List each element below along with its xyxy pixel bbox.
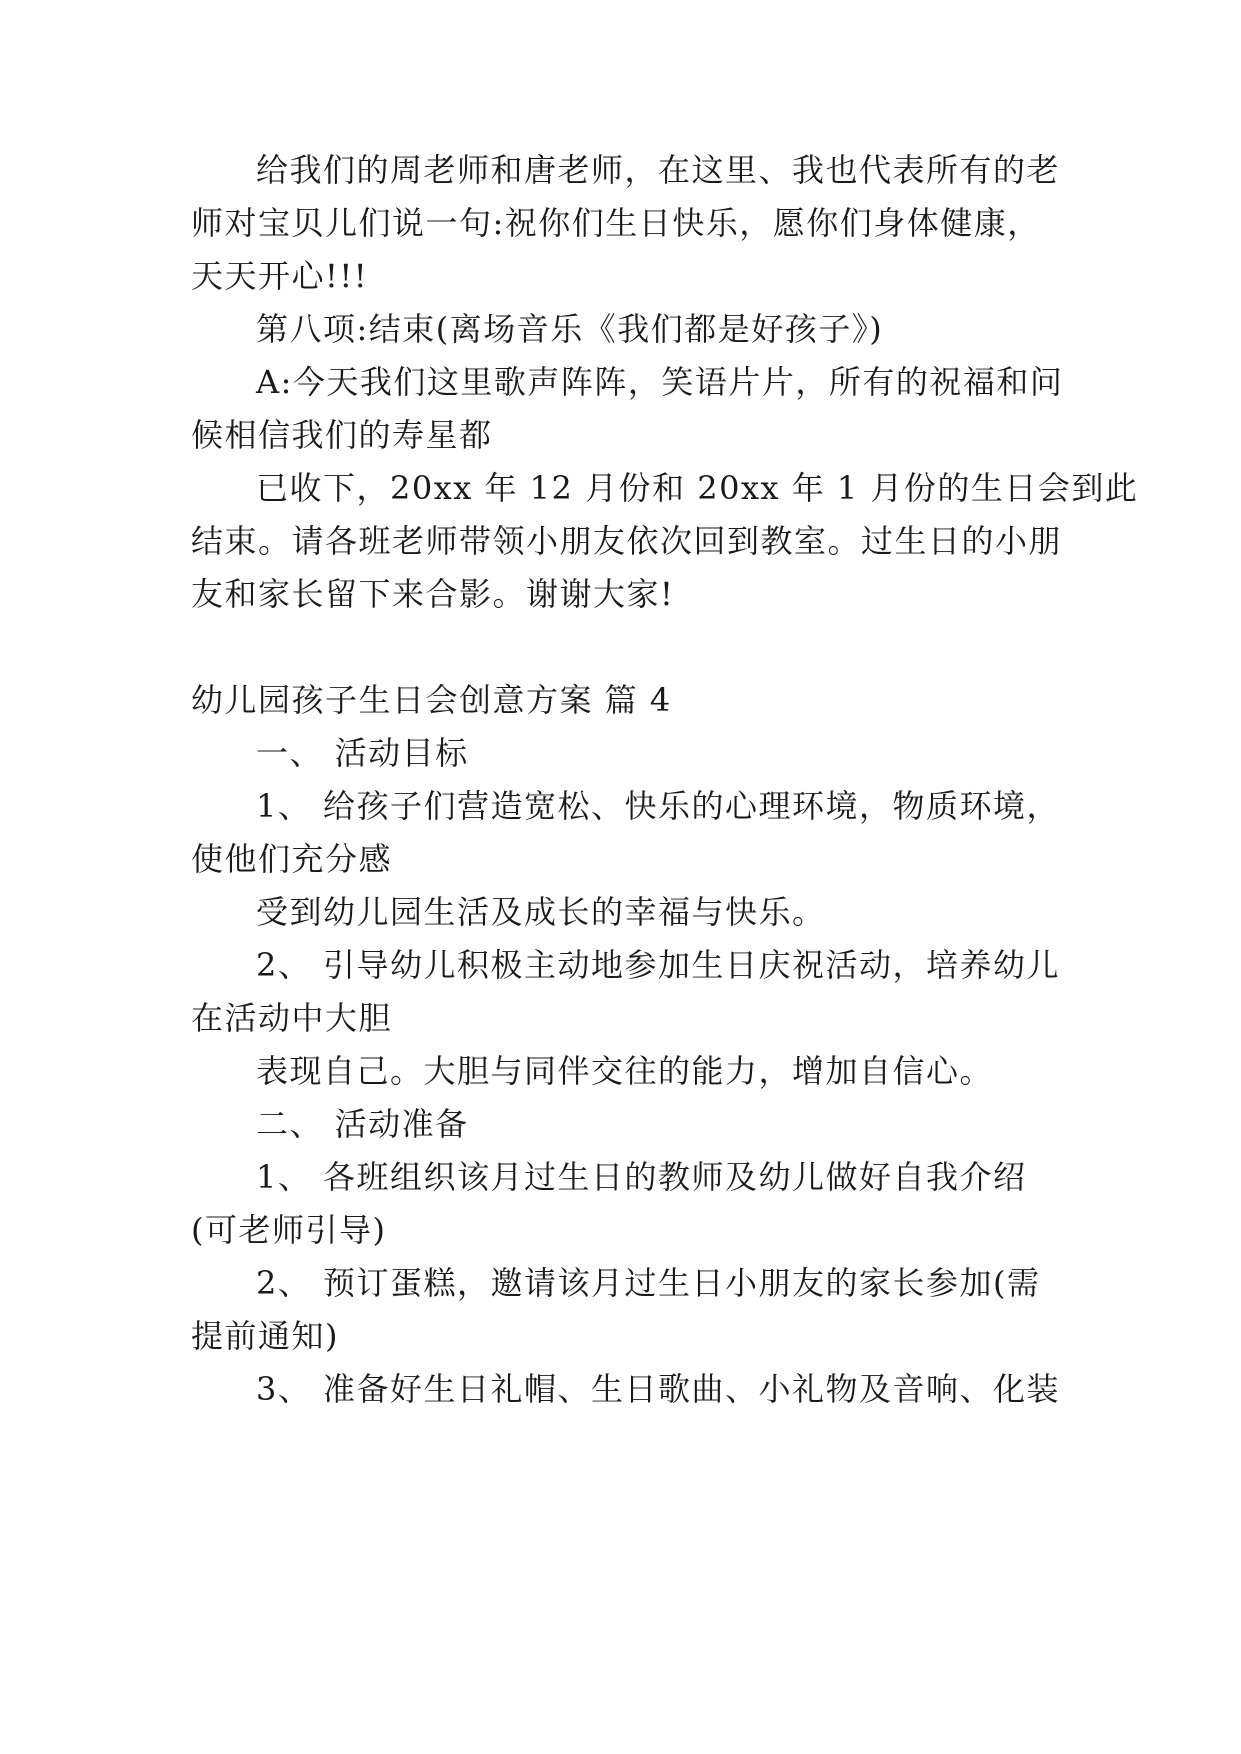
- paragraph-line: 第八项:结束(离场音乐《我们都是好孩子》): [256, 310, 884, 348]
- list-item: 2、 预订蛋糕，邀请该月过生日小朋友的家长参加(需: [256, 1264, 1041, 1302]
- paragraph-line: 师对宝贝儿们说一句:祝你们生日快乐，愿你们身体健康，: [191, 204, 1041, 242]
- section-heading: 幼儿园孩子生日会创意方案 篇 4: [191, 681, 672, 719]
- paragraph-line: 使他们充分感: [191, 840, 393, 878]
- paragraph-line: 在活动中大胆: [191, 999, 393, 1037]
- paragraph-line: A:今天我们这里歌声阵阵，笑语片片，所有的祝福和问: [256, 363, 1064, 401]
- subsection-heading: 二、 活动准备: [256, 1105, 469, 1143]
- paragraph-line: 结束。请各班老师带领小朋友依次回到教室。过生日的小朋: [191, 522, 1063, 560]
- paragraph-line: 已收下，20xx 年 12 月份和 20xx 年 1 月份的生日会到此: [256, 469, 1139, 507]
- list-item: 1、 给孩子们营造宽松、快乐的心理环境，物质环境，: [256, 787, 1061, 825]
- paragraph-line: (可老师引导): [191, 1211, 387, 1249]
- list-item: 1、 各班组织该月过生日的教师及幼儿做好自我介绍: [256, 1158, 1027, 1196]
- list-item: 2、 引导幼儿积极主动地参加生日庆祝活动，培养幼儿: [256, 946, 1061, 984]
- list-item: 3、 准备好生日礼帽、生日歌曲、小礼物及音响、化装: [256, 1370, 1061, 1408]
- paragraph-line: 候相信我们的寿星都: [191, 416, 493, 454]
- paragraph-line: 受到幼儿园生活及成长的幸福与快乐。: [256, 893, 826, 931]
- paragraph-line: 友和家长留下来合影。谢谢大家!: [191, 575, 675, 613]
- subsection-heading: 一、 活动目标: [256, 734, 469, 772]
- paragraph-line: 提前通知): [191, 1317, 339, 1355]
- paragraph-line: 表现自己。大胆与同伴交往的能力，增加自信心。: [256, 1052, 994, 1090]
- paragraph-line: 天天开心!!!: [191, 257, 369, 295]
- paragraph-line: 给我们的周老师和唐老师，在这里、我也代表所有的老: [256, 151, 1061, 189]
